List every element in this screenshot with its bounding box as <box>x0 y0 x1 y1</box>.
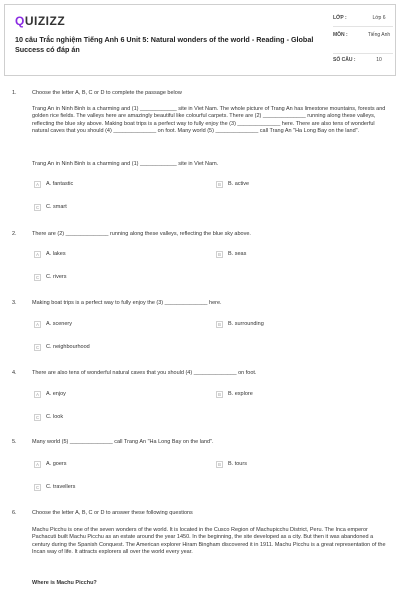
option-b[interactable] <box>216 180 249 189</box>
question-number: 1. <box>12 90 17 96</box>
question-text: Where is Machu Picchu? <box>32 580 97 586</box>
option-text: A. enjoy <box>46 391 66 397</box>
option-letter-box: A <box>34 251 41 258</box>
question-number: 2. <box>12 231 17 237</box>
question-number: 4. <box>12 370 17 376</box>
question-number: 3. <box>12 300 17 306</box>
worksheet-header <box>4 4 396 76</box>
question-text: There are (2) ______________ running along these valleys, reflecting the blue sky above. <box>32 231 251 237</box>
option-a[interactable] <box>34 180 73 189</box>
option-c[interactable] <box>34 343 90 352</box>
option-letter-box: C <box>35 205 40 210</box>
option-letter-box: C <box>35 415 40 420</box>
passage-trang-an: Trang An in Ninh Binh is a charming and (1) ____________ site in Viet Nam. The whole picture of Trang An has limestone mountains, forests and golden rice fields. The valleys here are amazingly beautiful like colourful carpets. There are (2) ______________ running along these valleys, reflecting the blue sky above. Making boat trips is a perfect way to fully enjoy the (3) ______________ here. There are also tens of wonderful natural caves that you should (4) ______________ on foot. Many world (5) ______________ call Trang An "Ha Long Bay on the land". <box>32 106 386 135</box>
option-letter-box: C <box>35 275 40 280</box>
divider <box>333 26 393 27</box>
question-text: Making boat trips is a perfect way to fully enjoy the (3) ______________ here. <box>32 300 222 306</box>
option-letter-box: B <box>216 391 223 398</box>
option-a[interactable] <box>34 390 66 399</box>
divider <box>333 53 393 54</box>
option-b[interactable] <box>216 390 253 399</box>
option-b[interactable] <box>216 460 247 469</box>
option-text: B. seas <box>228 251 247 257</box>
option-letter-box: A <box>34 391 41 398</box>
option-c[interactable] <box>34 413 63 422</box>
option-text: B. active <box>228 181 250 187</box>
option-text: B. explore <box>228 391 253 397</box>
option-text: B. tours <box>228 461 247 467</box>
question-text: Trang An in Ninh Binh is a charming and (1) ____________ site in Viet Nam. <box>32 161 219 167</box>
option-a[interactable] <box>34 250 66 259</box>
option-letter-box: B <box>216 251 223 258</box>
option-letter-box: A <box>34 461 41 468</box>
quizizz-logo: QUIZIZZ <box>15 14 66 28</box>
option-letter-box: A <box>34 181 41 188</box>
question-number: 6. <box>12 510 17 516</box>
socau-label: SỐ CÂU : <box>333 57 356 63</box>
option-text: A. scenery <box>46 321 72 327</box>
option-text: C. smart <box>46 204 67 210</box>
option-text: B. surrounding <box>228 321 264 327</box>
socau-value: 10 <box>376 57 382 63</box>
option-letter-box: C <box>35 345 40 350</box>
option-text: C. neighbourhood <box>46 344 90 350</box>
option-letter-box: A <box>34 321 41 328</box>
question-text: Many world (5) ______________ call Trang An "Ha Long Bay on the land". <box>32 439 214 445</box>
worksheet-title: 10 câu Trắc nghiệm Tiếng Anh 6 Unit 5: Natural wonders of the world - Reading - Global Success có đáp án <box>15 35 314 54</box>
option-c[interactable] <box>34 203 67 212</box>
option-letter-box: C <box>35 485 40 490</box>
question-number: 5. <box>12 439 17 445</box>
option-c[interactable] <box>34 483 75 492</box>
option-b[interactable] <box>216 250 246 259</box>
option-text: C. travellers <box>46 484 76 490</box>
question-text: There are also tens of wonderful natural caves that you should (4) ______________ on foot. <box>32 370 257 376</box>
option-text: A. lakes <box>46 251 66 257</box>
option-a[interactable] <box>34 460 66 469</box>
passage-machu-picchu: Machu Picchu is one of the seven wonders of the world. It is located in the Cusco Region of Machupicchu District, Peru. The Inca emperor Pachacuti built Machu Picchu as an estate around the year 1450. In the beginning, the site developed as a city. But then it was abandoned a century during the Spanish Conquest. The American explorer Hiram Bingham discovered it in 1911. Machu Picchu is a great representation of the Incan way of life. It attracts explorers all over the world every year. <box>32 527 386 556</box>
lop-value: Lớp 6 <box>372 15 386 21</box>
option-letter-box: B <box>216 461 223 468</box>
option-text: C. look <box>46 414 64 420</box>
option-text: C. rivers <box>46 274 67 280</box>
option-text: A. fantastic <box>46 181 74 187</box>
option-text: A. goers <box>46 461 67 467</box>
option-c[interactable] <box>34 273 66 282</box>
option-a[interactable] <box>34 320 72 329</box>
mon-label: MÔN : <box>333 32 348 38</box>
question-prompt: Choose the letter A, B, C or D to complete the passage below <box>32 90 182 96</box>
option-b[interactable] <box>216 320 264 329</box>
option-letter-box: B <box>216 321 223 328</box>
question-prompt: Choose the letter A, B, C or D to answer these following questions <box>32 510 193 516</box>
option-letter-box: B <box>216 181 223 188</box>
lop-label: LỚP : <box>333 15 347 21</box>
mon-value: Tiếng Anh <box>367 32 391 38</box>
